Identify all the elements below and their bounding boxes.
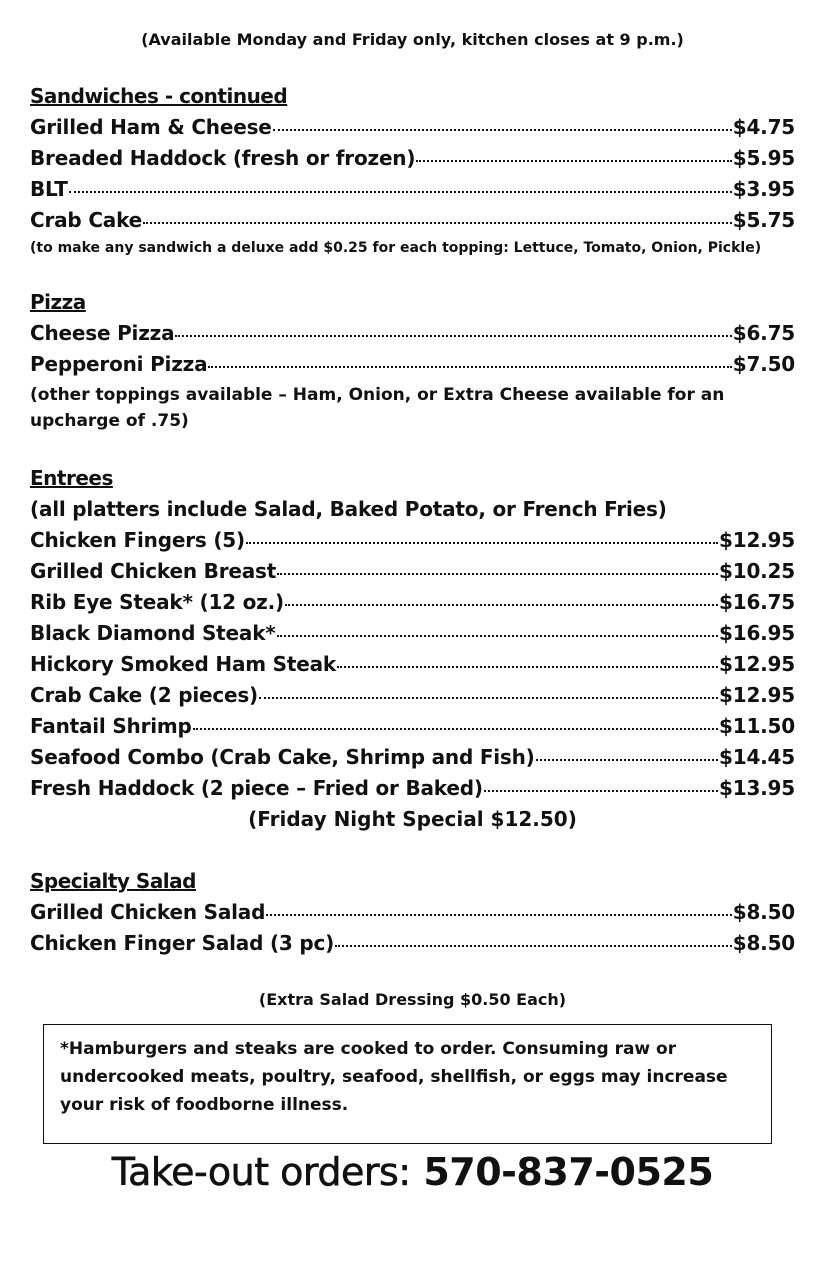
menu-item [30,587,795,618]
leader-dots [337,666,718,668]
section-heading-sandwiches: Sandwiches - continued [30,84,288,108]
leader-dots [273,129,732,131]
item-name: Cheese Pizza [30,321,175,345]
leader-dots [484,790,718,792]
menu-item [30,680,795,711]
section-heading-salad: Specialty Salad [30,869,196,893]
leader-dots [266,914,732,916]
leader-dots [69,191,732,193]
item-price: $12.95 [719,528,795,552]
item-name: Crab Cake [30,208,143,232]
item-name: Grilled Chicken Salad [30,900,266,924]
section-heading-entrees: Entrees [30,466,113,490]
leader-dots [277,573,718,575]
item-price: $3.95 [732,177,795,201]
entrees-section [30,463,795,835]
item-name: Breaded Haddock (fresh or frozen) [30,146,416,170]
menu-item [30,205,795,236]
item-price: $6.75 [732,321,795,345]
menu-item [30,556,795,587]
item-price: $7.50 [732,352,795,376]
menu-item [30,773,795,804]
leader-dots [246,542,718,544]
item-name: Chicken Finger Salad (3 pc) [30,931,335,955]
item-name: Crab Cake (2 pieces) [30,683,259,707]
item-name: Rib Eye Steak* (12 oz.) [30,590,284,614]
item-name: BLT [30,177,68,201]
item-name: Black Diamond Steak* [30,621,276,645]
leader-dots [536,759,718,761]
leader-dots [277,635,718,637]
item-price: $4.75 [732,115,795,139]
menu-item [30,649,795,680]
menu-item [30,349,795,380]
takeout-line [0,1150,825,1194]
takeout-phone[interactable]: 570-837-0525 [423,1150,714,1194]
deluxe-note: (to make any sandwich a deluxe add $0.25 for each topping: Lettuce, Tomato, Onion, Pickle) [30,240,762,256]
item-name: Chicken Fingers (5) [30,528,245,552]
salad-section [30,866,795,959]
item-price: $5.75 [732,208,795,232]
leader-dots [208,366,731,368]
item-name: Pepperoni Pizza [30,352,208,376]
platters-note: (all platters include Salad, Baked Potato, or French Fries) [30,497,667,521]
item-name: Grilled Chicken Breast [30,559,277,583]
leader-dots [143,222,732,224]
menu-item [30,711,795,742]
toppings-note: (other toppings available – Ham, Onion, or Extra Cheese available for an upcharge of .75) [30,385,725,431]
food-safety-warning: *Hamburgers and steaks are cooked to order. Consuming raw or undercooked meats, poultry, seafood, shellfish, or eggs may increase your risk of foodborne illness. [43,1024,772,1144]
menu-item [30,897,795,928]
menu-item [30,112,795,143]
item-price: $12.95 [719,652,795,676]
section-heading-pizza: Pizza [30,290,86,314]
item-name: Seafood Combo (Crab Cake, Shrimp and Fish) [30,745,535,769]
leader-dots [285,604,718,606]
item-price: $13.95 [719,776,795,800]
item-price: $16.95 [719,621,795,645]
menu-item [30,318,795,349]
item-price: $11.50 [719,714,795,738]
leader-dots [193,728,718,730]
menu-item [30,525,795,556]
item-price: $16.75 [719,590,795,614]
menu-item [30,174,795,205]
availability-note: (Available Monday and Friday only, kitchen closes at 9 p.m.) [141,30,684,49]
leader-dots [416,160,731,162]
item-name: Fresh Haddock (2 piece – Fried or Baked) [30,776,483,800]
sandwiches-section [30,81,795,258]
item-name: Grilled Ham & Cheese [30,115,272,139]
leader-dots [175,335,731,337]
takeout-label: Take-out orders: [111,1150,411,1194]
item-price: $14.45 [719,745,795,769]
menu-item [30,143,795,174]
item-price: $10.25 [719,559,795,583]
dressing-note: (Extra Salad Dressing $0.50 Each) [258,990,567,1009]
leader-dots [335,945,732,947]
item-price: $8.50 [732,900,795,924]
menu-item [30,742,795,773]
item-name: Hickory Smoked Ham Steak [30,652,336,676]
item-price: $5.95 [732,146,795,170]
leader-dots [259,697,718,699]
pizza-section [30,287,795,434]
item-name: Fantail Shrimp [30,714,192,738]
item-price: $12.95 [719,683,795,707]
item-price: $8.50 [732,931,795,955]
friday-special: (Friday Night Special $12.50) [248,807,577,831]
menu-item [30,618,795,649]
menu-item [30,928,795,959]
